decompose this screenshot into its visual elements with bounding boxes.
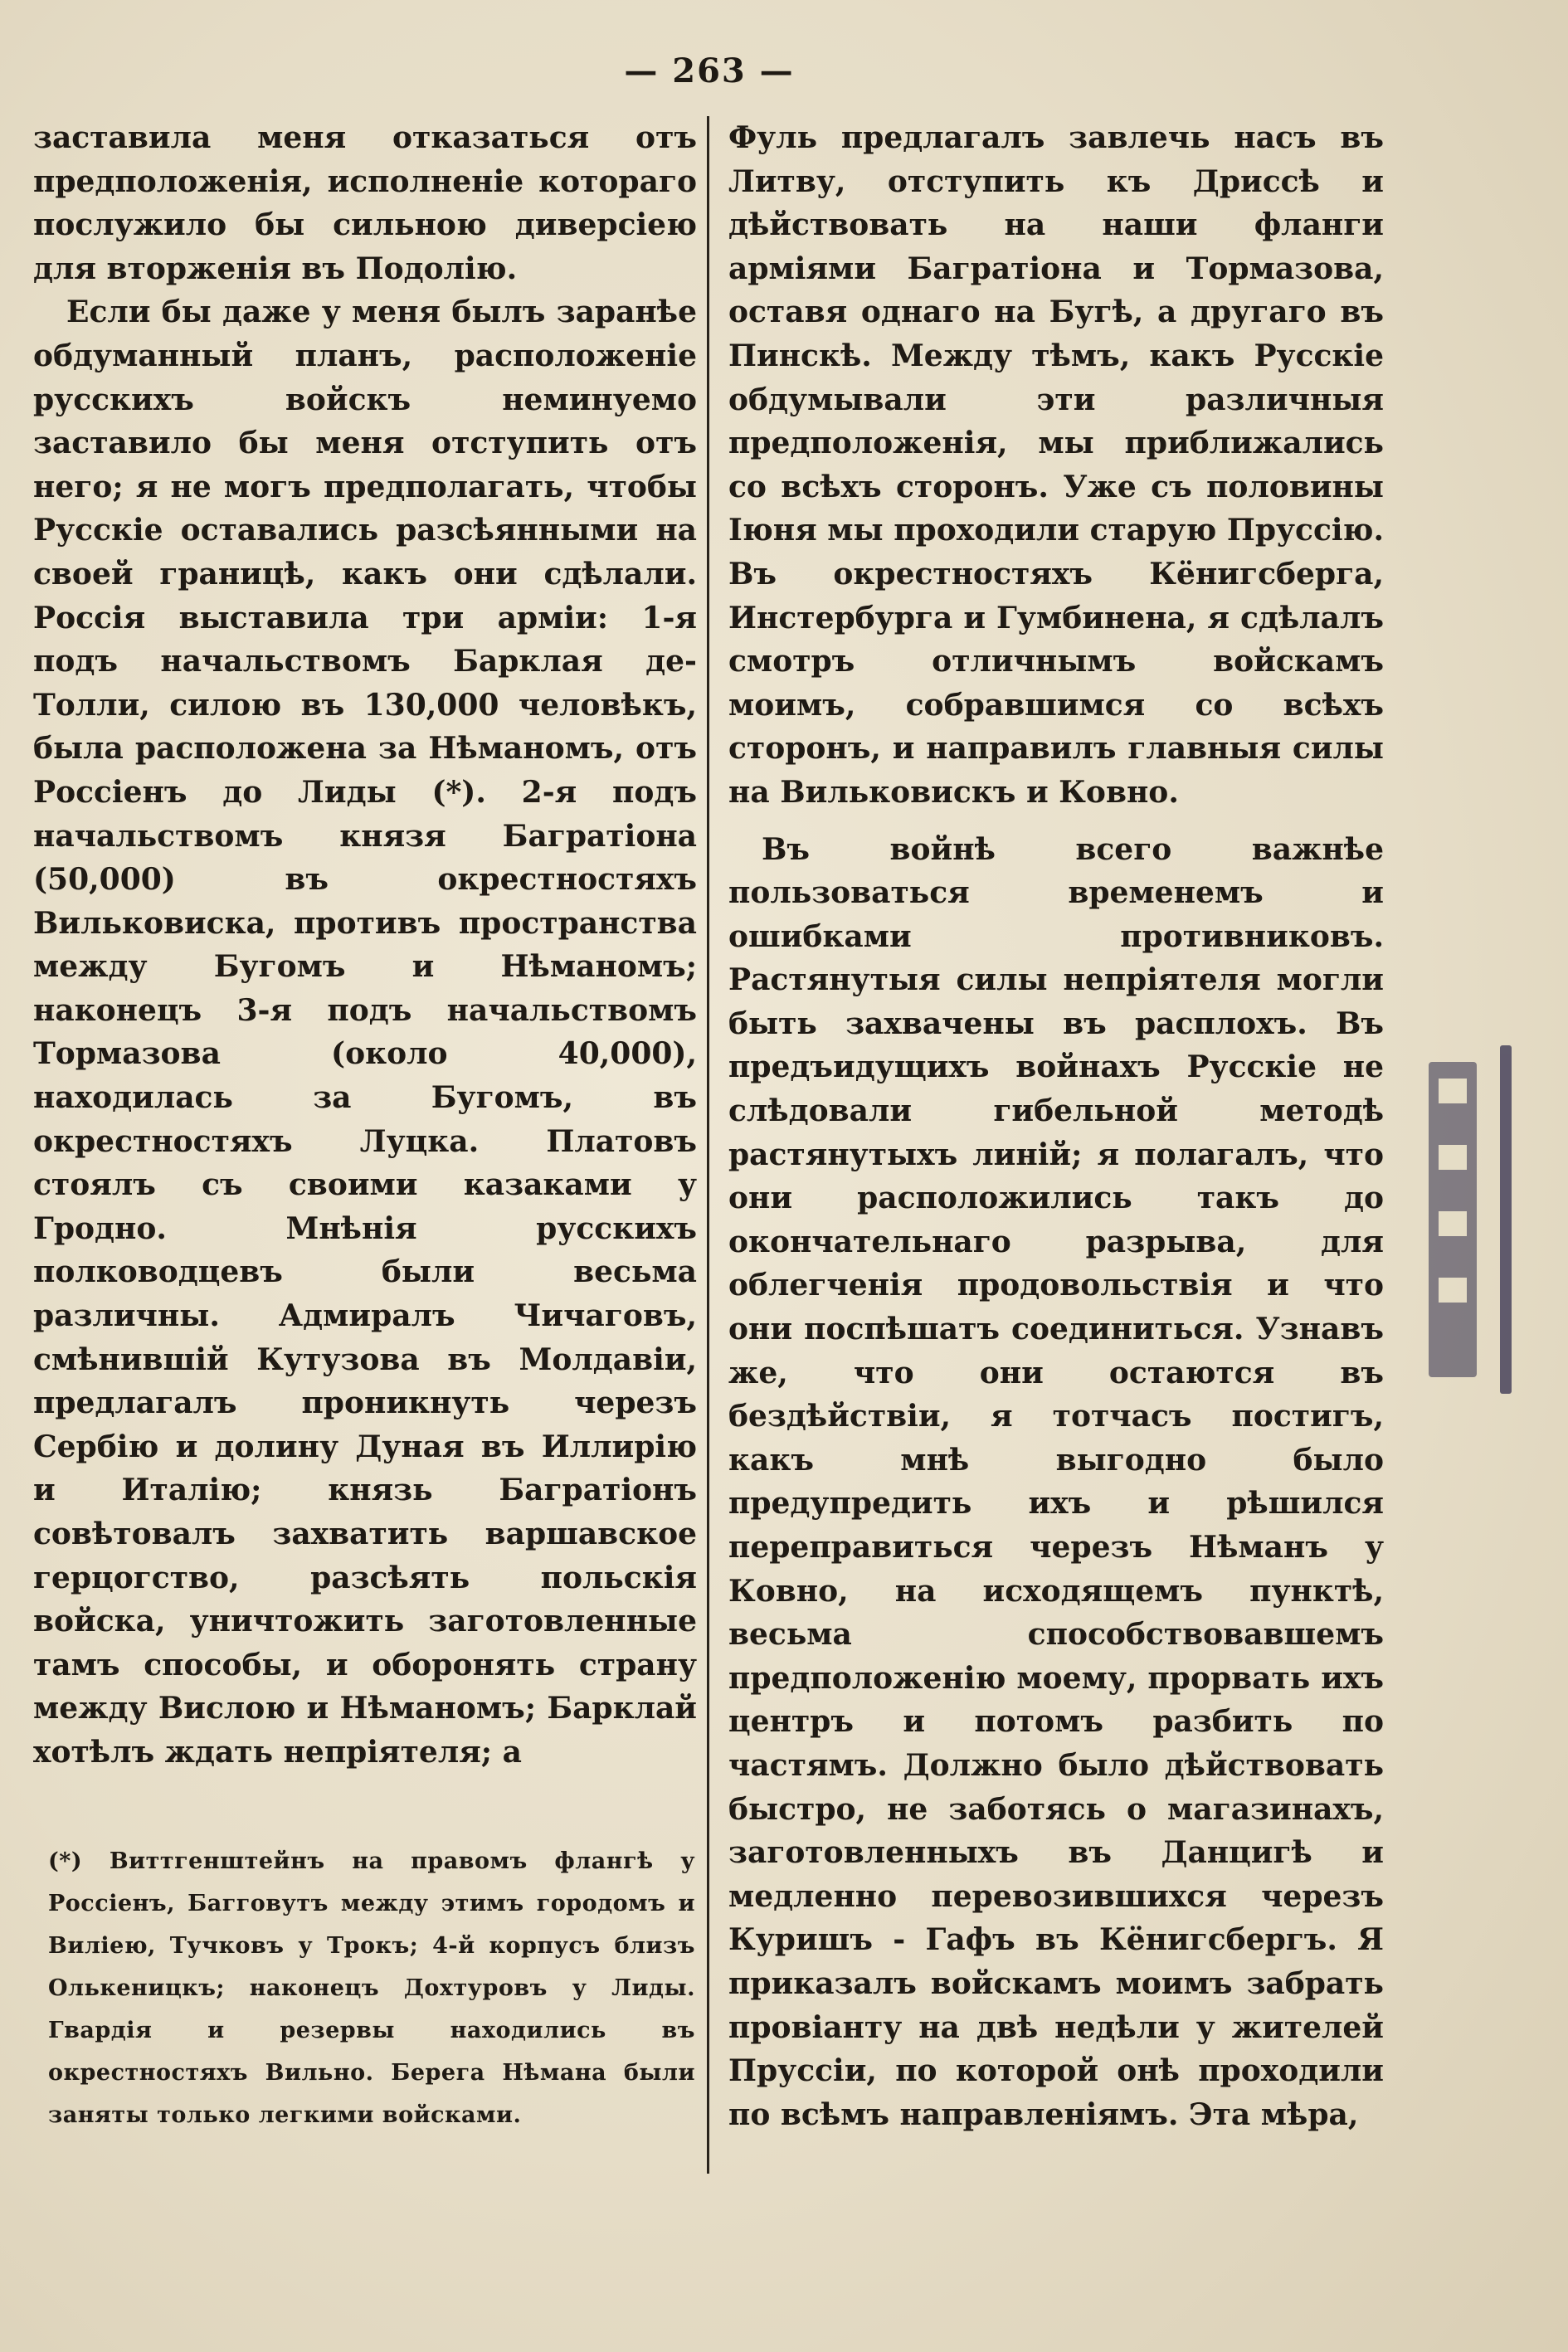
footnote: (*) Виттгенштейнъ на правомъ флангѣ у Россіенъ, Багговутъ между этимъ городомъ и Виліею, Тучковъ у Трокъ; 4-й корпусъ близъ Олькеницкъ; наконецъ Дохтуровъ у Лиды. Гвардія и резервы находились въ окрестностяхъ Вильно. Берега Нѣмана были заняты только легкими войсками. — [48, 1848, 695, 2128]
column-divider — [707, 116, 709, 2174]
page-number: — 263 — — [624, 51, 795, 90]
right-column — [728, 116, 1384, 2136]
paragraph: Фуль предлагалъ завлечь насъ въ Литву, отступить къ Дриссѣ и дѣйствовать на наши фланги арміями Багратіона и Тормазова, оставя однаго на Бугѣ, а другаго въ Пинскѣ. Между тѣмъ, какъ Русскіе обдумывали эти различныя предположенія, мы приближались со всѣхъ сторонъ. Уже съ половины Іюня мы проходили старую Пруссію. Въ окрестностяхъ Кёнигсберга, Инстербурга и Гумбинена, я сдѣлалъ смотръ отличнымъ войскамъ моимъ, собравшимся со всѣхъ сторонъ, и направилъ главныя силы на Вильковискъ и Ковно. — [728, 120, 1384, 810]
paragraph: заставила меня отказаться отъ предположенія, исполненіе котораго послужило бы сильною диверсіею для вторженія въ Подолію. — [33, 120, 697, 286]
left-column — [33, 116, 697, 1775]
stamp-icon — [1402, 1029, 1527, 1427]
paragraph: Въ войнѣ всего важнѣе пользоваться временемъ и ошибками противниковъ. Растянутыя силы непріятеля могли быть захвачены въ расплохъ. Въ предъидущихъ войнахъ Русскіе не слѣдовали гибельной методѣ растянутыхъ линій; я полагалъ, что они расположились такъ до окончательнаго разрыва, для облегченія продовольствія и что они поспѣшатъ соединиться. Узнавъ же, что они остаются въ бездѣйствіи, я тотчасъ постигъ, какъ мнѣ выгодно было предупредить ихъ и рѣшился переправиться черезъ Нѣманъ у Ковно, на исходящемъ пунктѣ, весьма способствовавшемъ предположенію моему, прорвать ихъ центръ и потомъ разбить по частямъ. Должно было дѣйствовать быстро, не заботясь о магазинахъ, заготовленныхъ въ Данцигѣ и медленно перевозившихся черезъ Куришъ - Гафъ въ Кёнигсбергъ. Я приказалъ войскамъ моимъ забрать провіанту на двѣ недѣли у жителей Пруссіи, по которой онѣ проходили по всѣмъ направленіямъ. Эта мѣра, — [728, 831, 1384, 2132]
library-stamp — [1402, 1029, 1527, 1427]
paragraph: Если бы даже у меня былъ заранѣе обдуманный планъ, расположеніе русскихъ войскъ неминуемо заставило бы меня отступить отъ него; я не могъ предполагать, чтобы Русскіе оставались разсѣянными на своей границѣ, какъ они сдѣлали. Россія выставила три арміи: 1-я подъ начальствомъ Барклая де-Толли, силою въ 130,000 человѣкъ, была расположена за Нѣманомъ, отъ Россіенъ до Лиды (*). 2-я подъ начальствомъ князя Багратіона (50,000) въ окрестностяхъ Вильковиска, противъ пространства между Бугомъ и Нѣманомъ; наконецъ 3-я подъ начальствомъ Тормазова (около 40,000), находилась за Бугомъ, въ окрестностяхъ Луцка. Платовъ стоялъ съ своими казаками у Гродно. Мнѣнія русскихъ полководцевъ были весьма различны. Адмиралъ Чичаговъ, смѣнившій Кутузова въ Молдавіи, предлагалъ проникнуть черезъ Сербію и долину Дуная въ Иллирію и Италію; князь Багратіонъ совѣтовалъ захватить варшавское герцогство, разсѣять польскія войска, уничтожить заготовленные тамъ способы, и оборонять страну между Вислою и Нѣманомъ; Барклай хотѣлъ ждать непріятеля; а — [33, 295, 697, 1770]
